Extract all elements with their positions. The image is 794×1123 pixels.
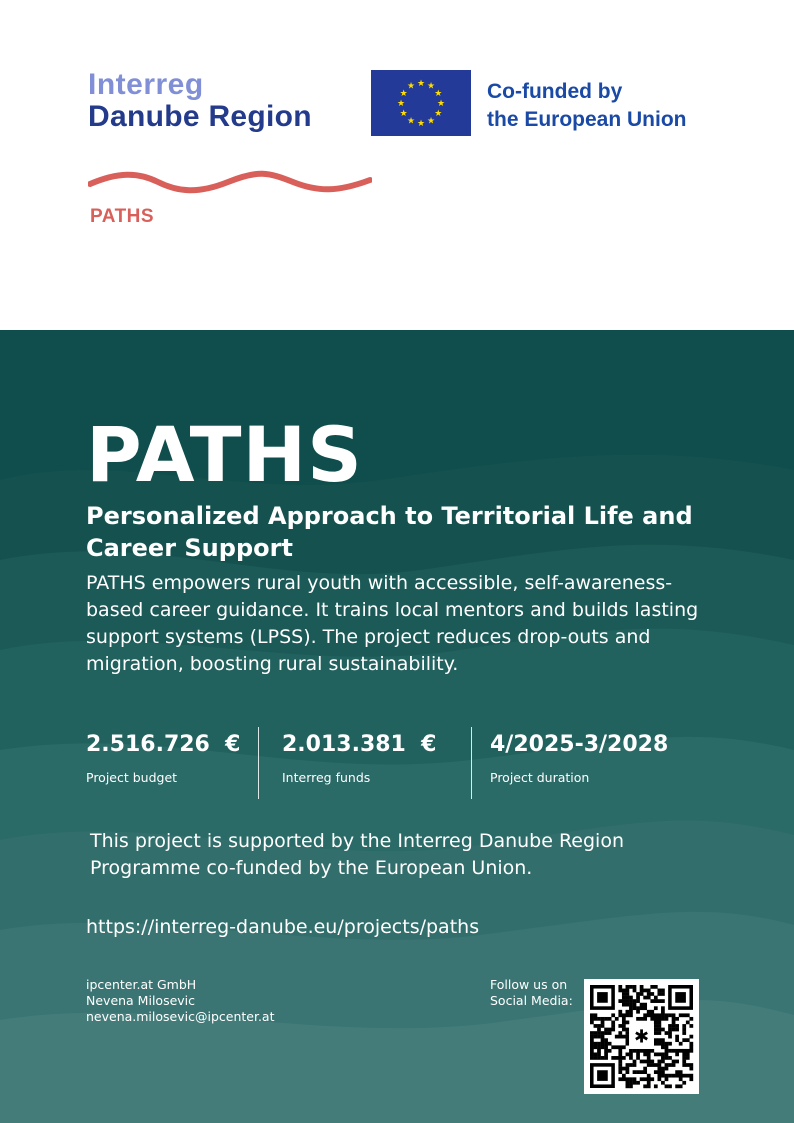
social-line2: Social Media: xyxy=(490,993,573,1008)
interreg-logo-line2: Danube Region xyxy=(88,100,312,133)
svg-text:★: ★ xyxy=(426,81,436,92)
contact-email[interactable]: nevena.milosevic@ipcenter.at xyxy=(86,1009,275,1024)
stat-duration xyxy=(490,730,668,786)
stat-duration-value: 4/2025-3/2028 xyxy=(490,732,669,757)
svg-text:★: ★ xyxy=(426,116,436,127)
contact-name: Nevena Milosevic xyxy=(86,993,196,1008)
svg-text:★: ★ xyxy=(406,81,416,92)
eu-flag-icon xyxy=(371,70,471,136)
svg-text:★: ★ xyxy=(434,109,443,119)
project-title: PATHS xyxy=(86,410,363,499)
info-panel xyxy=(0,330,794,1123)
svg-text:★: ★ xyxy=(416,79,426,89)
eu-text-line1: Co-funded by xyxy=(487,80,623,103)
paths-wave-icon xyxy=(88,170,372,198)
project-description: PATHS empowers rural youth with accessible, self-awareness-based career guidance. It trains local mentors and builds lasting support systems (LPSS). The project reduces drop-outs and migration, boosting rural sustainability. xyxy=(86,572,699,675)
contact-block xyxy=(86,977,274,1025)
project-subtitle: Personalized Approach to Territorial Life and Career Support xyxy=(86,502,693,562)
svg-text:★: ★ xyxy=(396,99,406,109)
stat-duration-label: Project duration xyxy=(490,770,590,785)
svg-text:★: ★ xyxy=(434,89,443,99)
stat-divider xyxy=(471,727,472,799)
social-line1: Follow us on xyxy=(490,977,568,992)
support-statement: This project is supported by the Interreg Danube Region Programme co-funded by the European Union. xyxy=(90,830,625,879)
social-follow xyxy=(490,977,573,1009)
contact-company: ipcenter.at GmbH xyxy=(86,977,197,992)
svg-text:★: ★ xyxy=(399,89,408,99)
interreg-logo-line1: Interreg xyxy=(88,68,204,101)
interreg-logo xyxy=(88,70,312,134)
eu-text-line2: the European Union xyxy=(487,108,687,131)
svg-text:★: ★ xyxy=(399,109,408,119)
header-area xyxy=(0,0,794,330)
stat-divider xyxy=(258,727,259,799)
stat-budget xyxy=(86,730,241,786)
svg-text:✱: ✱ xyxy=(633,1026,650,1048)
info-content xyxy=(0,330,794,1123)
stat-funds xyxy=(282,730,437,786)
stat-budget-label: Project budget xyxy=(86,770,178,785)
stat-budget-value: 2.516.726 € xyxy=(86,732,241,757)
svg-text:★: ★ xyxy=(406,116,416,127)
svg-text:★: ★ xyxy=(436,99,446,109)
qr-code-icon[interactable] xyxy=(584,979,699,1094)
svg-text:★: ★ xyxy=(416,119,426,129)
eu-cofunded-text xyxy=(487,78,687,134)
project-url-link[interactable]: https://interreg-danube.eu/projects/paths xyxy=(86,916,480,938)
paths-logo-text: PATHS xyxy=(90,206,155,227)
stat-funds-label: Interreg funds xyxy=(282,770,371,785)
stat-funds-value: 2.013.381 € xyxy=(282,732,437,757)
